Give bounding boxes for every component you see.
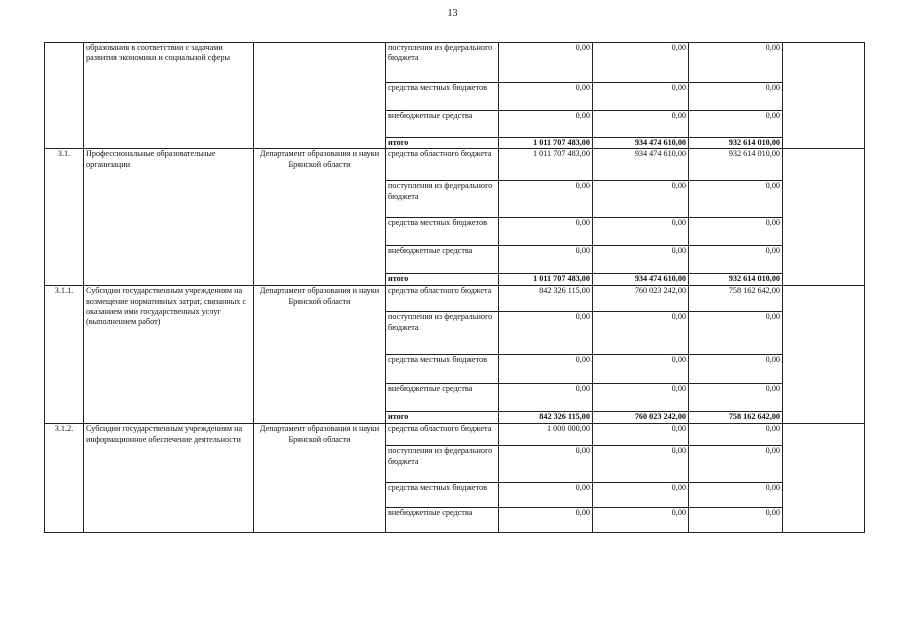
amount-v3: 0,00 bbox=[689, 218, 783, 246]
amount-v2: 0,00 bbox=[593, 246, 689, 274]
amount-v1: 842 326 115,00 bbox=[499, 286, 593, 312]
funding-source: средства местных бюджетов bbox=[386, 83, 499, 111]
amount-v1: 0,00 bbox=[499, 355, 593, 384]
item-code bbox=[45, 43, 84, 149]
amount-v3: 0,00 bbox=[689, 446, 783, 483]
table-row bbox=[45, 424, 865, 446]
amount-v1: 0,00 bbox=[499, 483, 593, 508]
table-row bbox=[45, 149, 865, 181]
amount-v3: 932 614 010,00 bbox=[689, 149, 783, 181]
empty-cell bbox=[783, 43, 865, 149]
funding-source: поступления из федерального бюджета bbox=[386, 181, 499, 218]
empty-cell bbox=[783, 286, 865, 424]
funding-source: средства местных бюджетов bbox=[386, 355, 499, 384]
item-code: 3.1. bbox=[45, 149, 84, 286]
amount-v2: 0,00 bbox=[593, 508, 689, 533]
item-executor: Департамент образования и науки Брянской области bbox=[254, 286, 386, 424]
budget-table bbox=[44, 42, 865, 533]
amount-v2: 0,00 bbox=[593, 483, 689, 508]
amount-v1: 0,00 bbox=[499, 218, 593, 246]
item-name: Субсидии государственным учреждениям на возмещение нормативных затрат, связанных с оказанием ими государственных услуг (выполнением работ) bbox=[84, 286, 254, 424]
funding-source: итого bbox=[386, 274, 499, 286]
amount-v1: 0,00 bbox=[499, 43, 593, 83]
funding-source: внебюджетные средства bbox=[386, 384, 499, 412]
amount-v2: 934 474 610,00 bbox=[593, 138, 689, 149]
item-executor: Департамент образования и науки Брянской области bbox=[254, 149, 386, 286]
amount-v2: 0,00 bbox=[593, 218, 689, 246]
item-name: Субсидии государственным учреждениям на информационное обеспечение деятельности bbox=[84, 424, 254, 533]
amount-v2: 0,00 bbox=[593, 424, 689, 446]
empty-cell bbox=[783, 424, 865, 533]
amount-v3: 0,00 bbox=[689, 246, 783, 274]
amount-v2: 934 474 610,00 bbox=[593, 149, 689, 181]
amount-v3: 758 162 642,00 bbox=[689, 412, 783, 424]
amount-v2: 0,00 bbox=[593, 43, 689, 83]
amount-v1: 0,00 bbox=[499, 384, 593, 412]
funding-source: средства местных бюджетов bbox=[386, 483, 499, 508]
funding-source: итого bbox=[386, 138, 499, 149]
amount-v2: 0,00 bbox=[593, 111, 689, 138]
amount-v1: 842 326 115,00 bbox=[499, 412, 593, 424]
funding-source: внебюджетные средства bbox=[386, 508, 499, 533]
item-name: Профессиональные образовательные организации bbox=[84, 149, 254, 286]
funding-source: средства областного бюджета bbox=[386, 149, 499, 181]
amount-v3: 0,00 bbox=[689, 43, 783, 83]
funding-source: средства областного бюджета bbox=[386, 286, 499, 312]
amount-v3: 0,00 bbox=[689, 83, 783, 111]
funding-source: внебюджетные средства bbox=[386, 246, 499, 274]
amount-v3: 0,00 bbox=[689, 483, 783, 508]
amount-v2: 760 023 242,00 bbox=[593, 412, 689, 424]
amount-v3: 0,00 bbox=[689, 111, 783, 138]
item-executor: Департамент образования и науки Брянской области bbox=[254, 424, 386, 533]
amount-v3: 0,00 bbox=[689, 312, 783, 355]
amount-v3: 932 614 010,00 bbox=[689, 274, 783, 286]
amount-v1: 1 011 707 483,00 bbox=[499, 138, 593, 149]
amount-v2: 0,00 bbox=[593, 384, 689, 412]
funding-source: внебюджетные средства bbox=[386, 111, 499, 138]
amount-v2: 0,00 bbox=[593, 83, 689, 111]
table-row bbox=[45, 286, 865, 312]
amount-v1: 0,00 bbox=[499, 181, 593, 218]
empty-cell bbox=[783, 149, 865, 286]
amount-v1: 0,00 bbox=[499, 508, 593, 533]
funding-source: поступления из федерального бюджета bbox=[386, 43, 499, 83]
item-executor bbox=[254, 43, 386, 149]
amount-v3: 0,00 bbox=[689, 424, 783, 446]
funding-source: поступления из федерального бюджета bbox=[386, 312, 499, 355]
amount-v2: 0,00 bbox=[593, 312, 689, 355]
amount-v3: 0,00 bbox=[689, 508, 783, 533]
table-row bbox=[45, 43, 865, 83]
amount-v2: 0,00 bbox=[593, 181, 689, 218]
amount-v1: 0,00 bbox=[499, 312, 593, 355]
funding-source: средства областного бюджета bbox=[386, 424, 499, 446]
page-number: 13 bbox=[447, 8, 458, 19]
amount-v2: 934 474 610,00 bbox=[593, 274, 689, 286]
amount-v1: 0,00 bbox=[499, 111, 593, 138]
amount-v1: 1 011 707 483,00 bbox=[499, 149, 593, 181]
amount-v2: 760 023 242,00 bbox=[593, 286, 689, 312]
item-name: образования в соответствии с задачами развития экономики и социальной сферы bbox=[84, 43, 254, 149]
amount-v3: 758 162 642,00 bbox=[689, 286, 783, 312]
amount-v1: 0,00 bbox=[499, 446, 593, 483]
amount-v3: 0,00 bbox=[689, 355, 783, 384]
item-code: 3.1.1. bbox=[45, 286, 84, 424]
item-code: 3.1.2. bbox=[45, 424, 84, 533]
amount-v3: 0,00 bbox=[689, 181, 783, 218]
funding-source: средства местных бюджетов bbox=[386, 218, 499, 246]
amount-v1: 0,00 bbox=[499, 246, 593, 274]
amount-v3: 932 614 010,00 bbox=[689, 138, 783, 149]
amount-v1: 0,00 bbox=[499, 83, 593, 111]
amount-v2: 0,00 bbox=[593, 446, 689, 483]
amount-v2: 0,00 bbox=[593, 355, 689, 384]
funding-source: итого bbox=[386, 412, 499, 424]
amount-v3: 0,00 bbox=[689, 384, 783, 412]
funding-source: поступления из федерального бюджета bbox=[386, 446, 499, 483]
amount-v1: 1 000 000,00 bbox=[499, 424, 593, 446]
amount-v1: 1 011 707 483,00 bbox=[499, 274, 593, 286]
